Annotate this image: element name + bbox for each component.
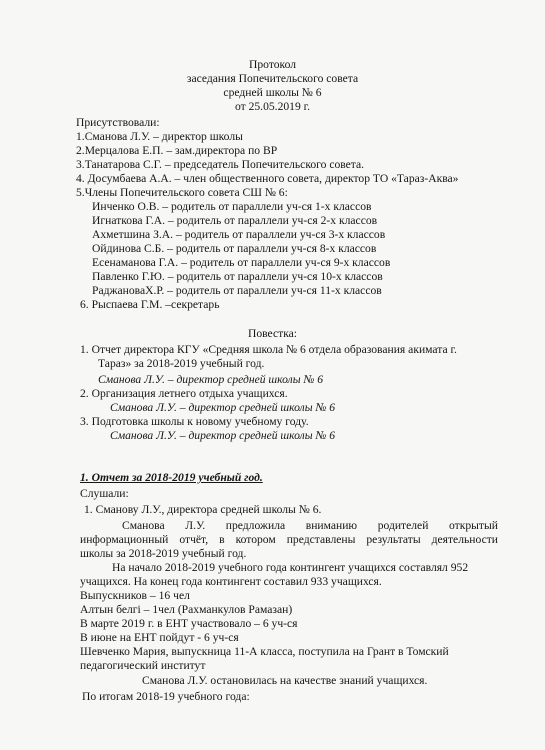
agenda-heading: Повестка:	[247, 327, 298, 340]
school-name: средней школы № 6	[223, 86, 322, 99]
agenda-item-3: 3. Подготовка школы к новому учебному году.	[80, 415, 309, 428]
agenda-item-3-responsible: Сманова Л.У. – директор средней школы № 6	[110, 429, 336, 442]
quality-line: Сманова Л.У. остановилась на качестве знаний учащихся.	[142, 674, 428, 687]
attendee-item: 2.Мерцалова Е.П. – зам.директора по ВР	[76, 144, 278, 157]
doc-date: от 25.05.2019 г.	[234, 100, 311, 113]
ent-june-line: В июне на ЕНТ пойдут - 6 уч-ся	[80, 631, 239, 644]
council-member: Павленко Г.Ю. – родитель от параллели уч-ся 10-х классов	[92, 270, 383, 283]
doc-title: Протокол	[249, 58, 296, 71]
grant-line-cont: педагогический институт	[80, 659, 206, 672]
altyn-belgi-line: Алтын белгі – 1чел (Рахманкулов Рамазан)	[80, 603, 293, 616]
report-paragraph-1: Сманова Л.У. предложила вниманию родителей открытый	[122, 519, 498, 532]
council-member: Ойдинова С.Б. – родитель от параллели уч-ся 8-х классов	[92, 242, 377, 255]
council-member: РаджановаХ.Р. – родитель от параллели уч-ся 11-х классов	[92, 284, 382, 297]
report-paragraph-1-cont: информационный отчёт, в котором представлены результаты деятельности	[80, 533, 498, 546]
doc-subtitle: заседания Попечительского совета	[186, 72, 359, 85]
attendee-item: 3.Танатарова С.Г. – председатель Попечительского совета.	[76, 158, 365, 171]
council-member: Есенаманова Г.А. – родитель от параллели уч-ся 9-х классов	[92, 256, 391, 269]
section-1-heading: 1. Отчет за 2018-2019 учебный год.	[80, 471, 263, 484]
council-member: Инченко О.В. – родитель от параллели уч-ся 1-х классов	[92, 200, 372, 213]
agenda-item-2-responsible: Сманова Л.У. – директор средней школы № 6	[110, 401, 336, 414]
agenda-item-1-responsible: Сманова Л.У. – директор средней школы № 6	[98, 373, 324, 386]
secretary: 6. Рыспаева Г.М. –секретарь	[80, 298, 220, 311]
agenda-item-2: 2. Организация летнего отдыха учащихся.	[80, 387, 288, 400]
report-paragraph-1-end: школы за 2018-2019 учебный год.	[80, 547, 247, 560]
attendee-item: 1.Сманова Л.У. – директор школы	[76, 130, 243, 143]
agenda-item-1-cont: Тараз» за 2018-2019 учебный год.	[98, 357, 265, 370]
contingent-paragraph-cont: учащихся. На конец года контингент составил 933 учащихся.	[80, 575, 382, 588]
council-member: Ахметшина З.А. – родитель от параллели уч-ся 3-х классов	[92, 228, 386, 241]
attendee-item: 4. Досумбаева А.А. – член общественного совета, директор ТО «Тараз-Аква»	[76, 172, 459, 185]
grant-line: Шевченко Мария, выпускница 11-А класса, поступила на Грант в Томский	[80, 645, 449, 658]
contingent-paragraph: На начало 2018-2019 учебного года контингент учащихся составлял 952	[112, 561, 469, 574]
attendee-item: 5.Члены Попечительского совета СШ № 6:	[76, 186, 288, 199]
agenda-item-1: 1. Отчет директора КГУ «Средняя школа № 6 отдела образования акимата г.	[80, 343, 457, 356]
council-member: Игнаткова Г.А. – родитель от параллели уч-ся 2-х классов	[92, 214, 378, 227]
ent-march-line: В марте 2019 г. в ЕНТ участвовало – 6 уч-ся	[80, 617, 298, 630]
attendees-heading: Присутствовали:	[76, 116, 160, 129]
listened-label: Слушали:	[80, 487, 129, 500]
speaker-line: 1. Сманову Л.У., директора средней школы № 6.	[84, 503, 322, 516]
graduates-line: Выпускников – 16 чел	[80, 589, 190, 602]
results-line: По итогам 2018-19 учебного года:	[82, 690, 250, 703]
